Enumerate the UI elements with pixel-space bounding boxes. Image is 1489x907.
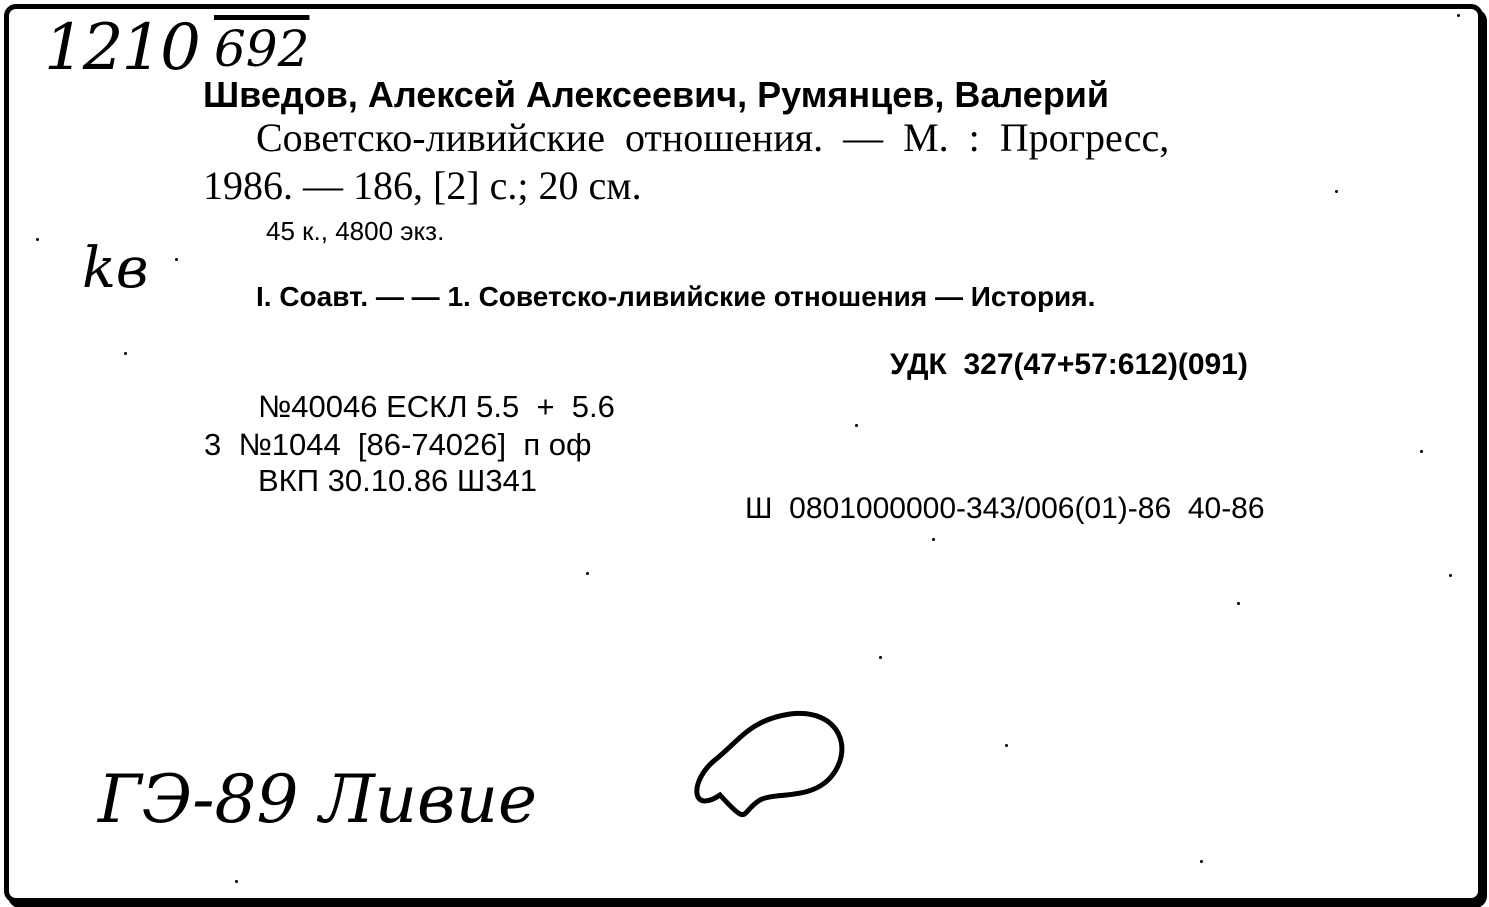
udc-classification: УДК 327(47+57:612)(091) [890, 348, 1248, 381]
index-code-line: Ш 0801000000-343/006(01)-86 40-86 [745, 492, 1265, 525]
price-and-print-run: 45 к., 4800 экз. [266, 216, 445, 246]
handwritten-shelf-note: ГЭ-89 Ливие [98, 761, 538, 838]
handwritten-struck-number: 692 [214, 20, 310, 78]
ink-speck [932, 538, 935, 541]
ink-speck [855, 424, 858, 427]
ink-speck [1200, 860, 1203, 863]
ink-speck [1420, 450, 1423, 453]
handwritten-accession-number: 1210 [44, 11, 199, 85]
author-heading: Шведов, Алексей Алексеевич, Румянцев, Валерий [203, 74, 1110, 115]
ink-speck [36, 238, 39, 241]
record-line-1: №40046 ЕСКЛ 5.5 + 5.6 [258, 389, 615, 424]
ink-loop-scribble [680, 700, 860, 840]
title-statement: Советско-ливийские отношения. — М. : Прогресс, [256, 115, 1170, 160]
ink-speck [175, 258, 178, 261]
ink-speck [235, 880, 238, 883]
handwritten-side-mark: kв [82, 236, 149, 301]
record-line-3: ВКП 30.10.86 Ш341 [258, 463, 538, 498]
ink-speck [586, 572, 589, 575]
ink-speck [879, 656, 882, 659]
record-line-2: 3 №1044 [86-74026] п оф [204, 427, 592, 462]
imprint-statement: 1986. — 186, [2] с.; 20 см. [203, 163, 642, 208]
ink-speck [1449, 574, 1452, 577]
ink-speck [124, 352, 127, 355]
ink-speck [1457, 14, 1460, 17]
ink-speck [1335, 190, 1338, 193]
tracings-line: I. Соавт. — — 1. Советско-ливийские отношения — История. [256, 281, 1096, 312]
ink-speck [1237, 602, 1240, 605]
ink-speck [1005, 744, 1008, 747]
